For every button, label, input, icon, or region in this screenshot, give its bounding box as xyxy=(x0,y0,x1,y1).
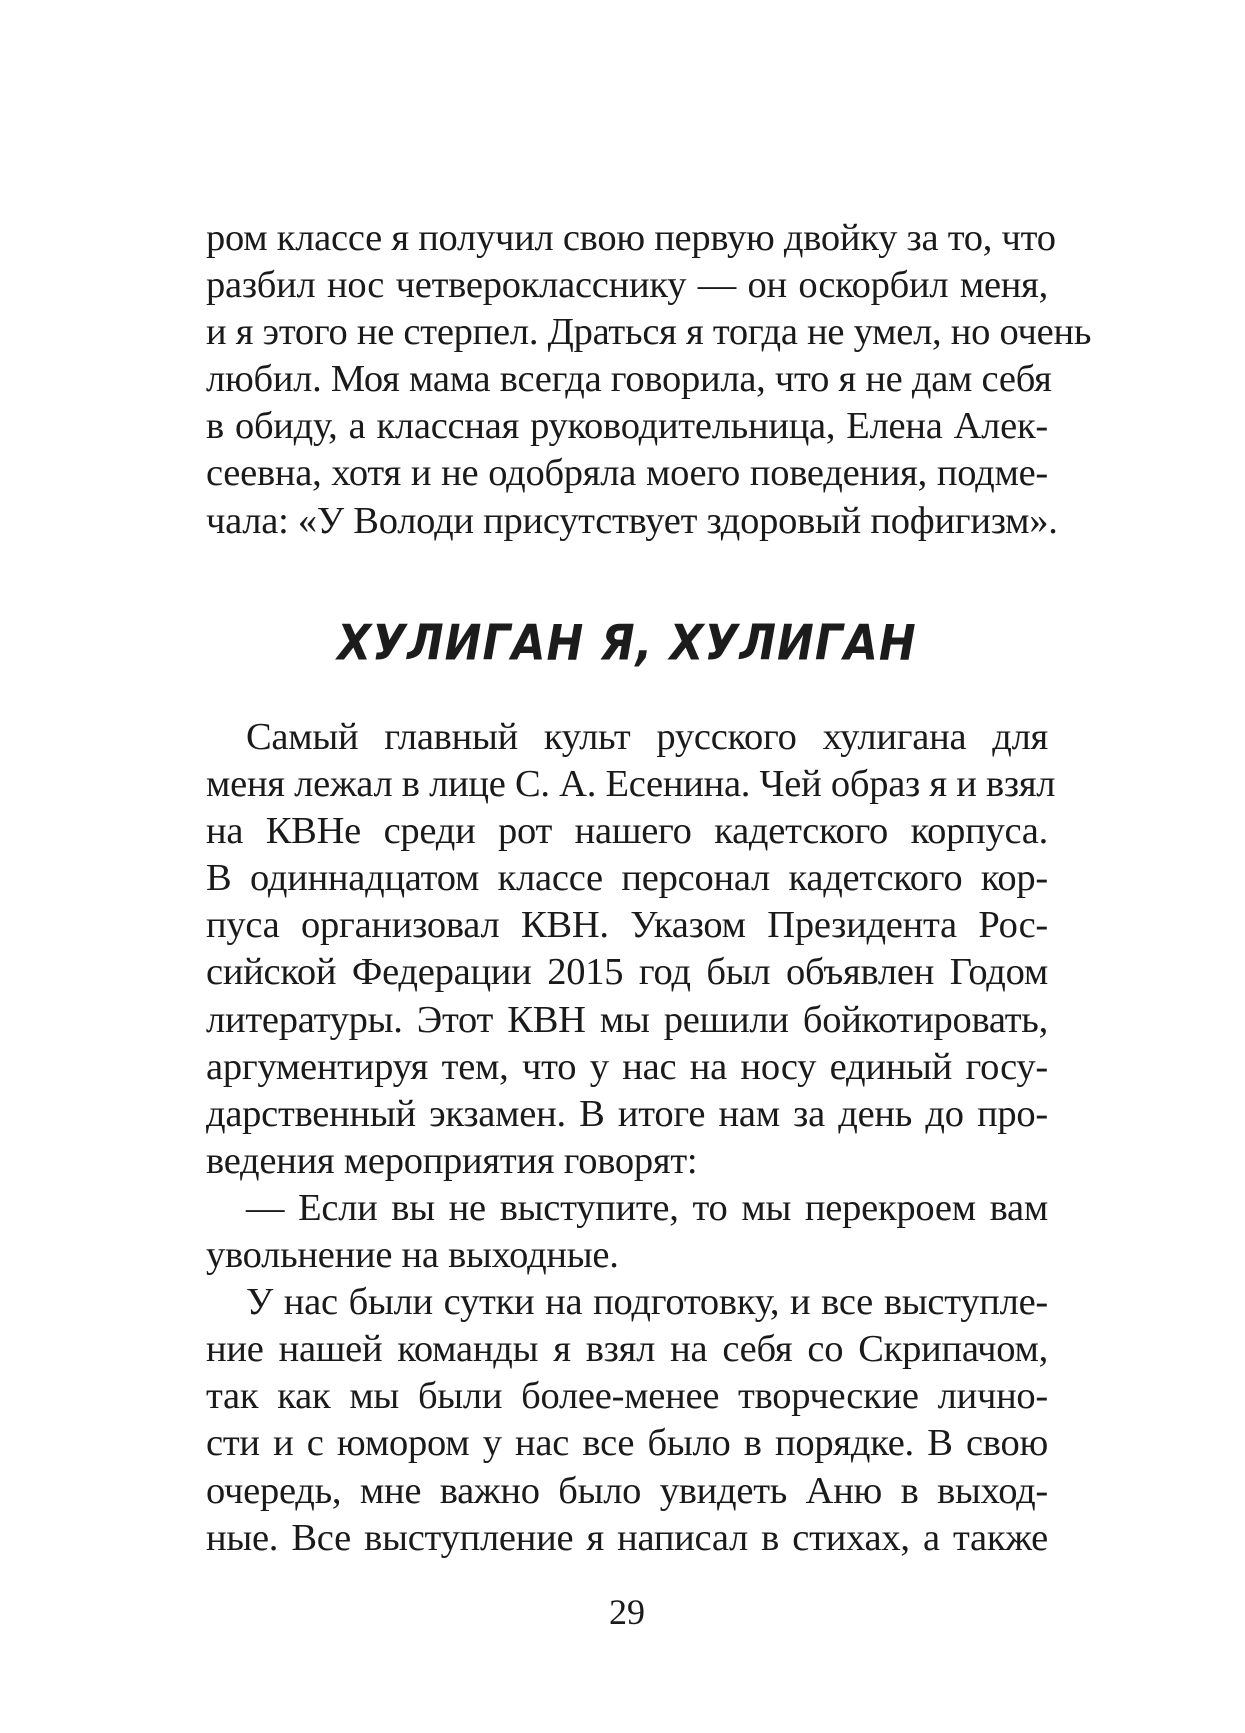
text-line: и я этого не стерпел. Драться я тогда не умел, но очень xyxy=(206,311,1092,354)
text-line: на КВНе среди рот нашего кадетского корпуса. xyxy=(206,810,1048,853)
text-line: ром классе я получил свою первую двойку за то, что xyxy=(206,217,1056,259)
intro-paragraph xyxy=(206,215,1092,545)
text-line: ние нашей команды я взял на себя со Скрипачом, xyxy=(206,1328,1048,1371)
text-line: меня лежал в лице С. А. Есенина. Чей образ я и взял xyxy=(206,763,1056,806)
text-line: сти и с юмором у нас все было в порядке. В свою xyxy=(206,1422,1048,1465)
text-line: У нас были сутки на подготовку, и все выступле- xyxy=(246,1281,1048,1324)
text-line: чала: «У Володи присутствует здоровый пофигизм». xyxy=(206,499,1058,542)
text-line: дарственный экзамен. В итоге нам за день до про- xyxy=(206,1092,1048,1135)
text-line: ведения мероприятия говорят: xyxy=(206,1139,698,1182)
text-line: аргументируя тем, что у нас на носу единый госу- xyxy=(206,1045,1048,1088)
text-line: сийской Федерации 2015 год был объявлен Годом xyxy=(206,951,1048,994)
text-line: в обиду, а классная руководительница, Елена Алек- xyxy=(206,405,1048,448)
text-line: Самый главный культ русского хулигана для xyxy=(246,716,1048,758)
text-line: пуса организовал КВН. Указом Президента Рос- xyxy=(206,904,1048,947)
text-line: любил. Моя мама всегда говорила, что я не дам себя xyxy=(206,358,1052,401)
page-number: 29 xyxy=(609,1592,645,1632)
main-text xyxy=(206,714,1056,1562)
text-line: В одиннадцатом классе персонал кадетского кор- xyxy=(206,857,1048,900)
text-line: очередь, мне важно было увидеть Аню в выход- xyxy=(206,1469,1048,1512)
text-line: ные. Все выступление я написал в стихах, а также xyxy=(206,1516,1048,1559)
chapter-title: ХУЛИГАН Я, ХУЛИГАН xyxy=(337,614,917,672)
text-line: разбил нос четверокласснику — он оскорбил меня, xyxy=(206,264,1048,307)
text-line: так как мы были более-менее творческие лично- xyxy=(206,1375,1048,1418)
text-line: литературы. Этот КВН мы решили бойкотировать, xyxy=(206,998,1048,1041)
text-line: — Если вы не выступите, то мы перекроем вам xyxy=(246,1186,1048,1229)
text-line: сеевна, хотя и не одобряла моего поведения, подме- xyxy=(206,452,1048,495)
text-line: увольнение на выходные. xyxy=(206,1234,619,1277)
